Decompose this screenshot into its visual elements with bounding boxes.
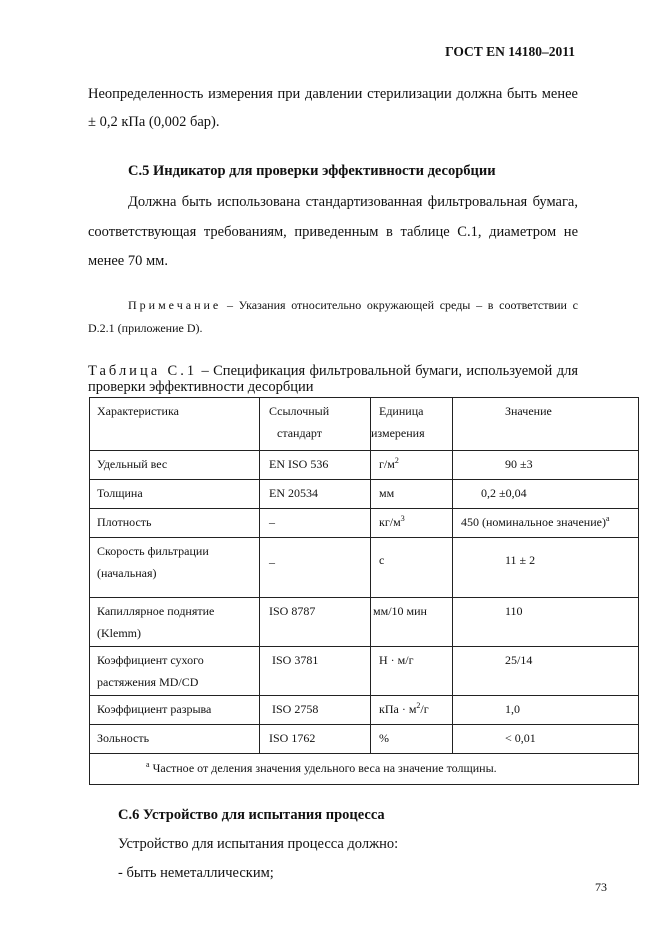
table-row: [90, 451, 639, 480]
row-standard: ISO 2758: [260, 696, 371, 725]
row-characteristic: Толщина: [90, 480, 260, 509]
header-reference-standard: Ссылочный стандарт: [260, 398, 371, 451]
table-caption-label: Таблица С.1: [88, 363, 198, 379]
row-unit: мм: [371, 480, 453, 509]
table-caption: [88, 363, 578, 395]
row-value: 25/14: [453, 647, 639, 696]
table-row: [90, 480, 639, 509]
row-unit: с: [371, 538, 453, 598]
table-header-row: [90, 398, 639, 451]
row-standard: ISO 8787: [260, 598, 371, 647]
row-characteristic: Капиллярное поднятие (Klemm): [90, 598, 260, 647]
row-standard: EN 20534: [260, 480, 371, 509]
header-value: Значение: [453, 398, 639, 451]
section-c6-line2: - быть неметаллическим;: [118, 865, 274, 881]
table-row: [90, 538, 639, 598]
row-characteristic: Коэффициент разрыва: [90, 696, 260, 725]
row-value: 90 ±3: [453, 451, 639, 480]
note: [88, 294, 578, 340]
row-unit: $г/м^2$: [371, 451, 453, 480]
row-characteristic: Коэффициент сухого растяжения MD/CD: [90, 647, 260, 696]
row-characteristic: Плотность: [90, 509, 260, 538]
row-value: 110: [453, 598, 639, 647]
page-number: 73: [595, 880, 607, 894]
document-id: ГОСТ EN 14180–2011: [445, 44, 575, 59]
row-characteristic: Удельный вес: [90, 451, 260, 480]
row-value: < 0,01: [453, 725, 639, 754]
table-row: [90, 725, 639, 754]
table-caption-text: – Спецификация фильтровальной бумаги, используемой для проверки эффективности десорбции: [88, 363, 578, 395]
row-characteristic: Скорость фильтрации (начальная): [90, 538, 260, 598]
footnote-text: Частное от деления значения удельного веса на значение толщины.: [149, 761, 497, 775]
row-standard: –: [260, 509, 371, 538]
intro-paragraph: Неопределенность измерения при давлении стерилизации должна быть менее ± 0,2 кПа (0,002 бар).: [88, 86, 578, 130]
header-unit: Единица измерения: [371, 398, 453, 451]
row-value: 450 (номинальное значение)$^a$: [453, 509, 639, 538]
row-unit: мм/10 мин: [371, 598, 453, 647]
row-unit: %: [371, 725, 453, 754]
table-row: [90, 696, 639, 725]
row-value: 1,0: [453, 696, 639, 725]
row-standard: –: [260, 538, 371, 598]
table-row: [90, 647, 639, 696]
specification-table: [89, 397, 639, 785]
note-text: – Указания относительно окружающей среды – в соответствии с D.2.1 (приложение D).: [88, 298, 578, 335]
table-footnote-row: [90, 754, 639, 785]
row-standard: EN ISO 536: [260, 451, 371, 480]
section-c5-body: Должна быть использована стандартизованная фильтровальная бумага, соответствующая требованиям, приведенным в таблице С.1, диаметром не менее 70 мм.: [88, 194, 578, 269]
section-c5-title: С.5 Индикатор для проверки эффективности десорбции: [128, 163, 496, 179]
row-standard: ISO 1762: [260, 725, 371, 754]
table-footnote: [90, 754, 639, 785]
note-label: Примечание: [128, 298, 222, 312]
row-value: 11 ± 2: [453, 538, 639, 598]
section-c6-title: С.6 Устройство для испытания процесса: [118, 807, 385, 823]
table-row: [90, 509, 639, 538]
row-unit: Н · м/г: [371, 647, 453, 696]
footnote-mark: a: [146, 760, 150, 769]
row-characteristic: Зольность: [90, 725, 260, 754]
header-characteristic: Характеристика: [90, 398, 260, 451]
row-standard: ISO 3781: [260, 647, 371, 696]
row-value: 0,2 ±0,04: [453, 480, 639, 509]
row-unit: кПа · $м^2/г$: [371, 696, 453, 725]
table-row: [90, 598, 639, 647]
section-c6-line1: Устройство для испытания процесса должно:: [118, 836, 399, 852]
row-unit: $кг/м^3$: [371, 509, 453, 538]
